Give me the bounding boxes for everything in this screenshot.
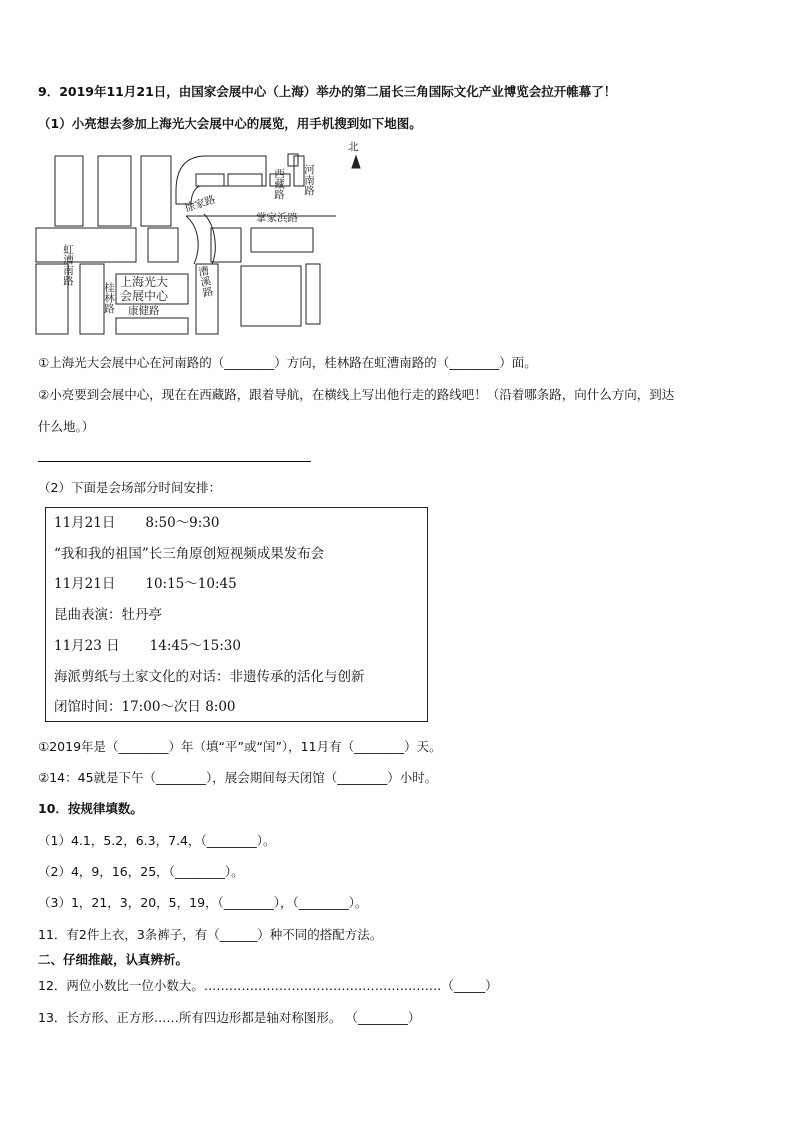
schedule-event: 昆曲表演：牡丹亭 <box>54 607 162 623</box>
section-2-heading: 二、仔细推敲，认真辨析。 <box>38 952 189 967</box>
question-12: 12．两位小数比一位小数大。…………………………………………………（_____） <box>38 978 498 993</box>
road-xujia: 徐家路 <box>183 193 217 215</box>
schedule-date: 11月23 日 <box>54 638 120 654</box>
schedule-event: 海派剪纸与土家文化的对话：非遗传承的活化与创新 <box>54 669 365 685</box>
road-guilin: 桂林路 <box>103 282 115 314</box>
map-block <box>80 264 104 334</box>
schedule-date: 11月21日 <box>54 515 116 531</box>
question-9-sub4: ②14：45就是下午（________），展会期间每天闭馆（________）小时。 <box>38 770 438 785</box>
schedule-row <box>54 637 241 655</box>
map-block <box>176 156 266 204</box>
road-hongcaonan: 虹漕南路 <box>62 244 74 286</box>
question-13: 13．长方形、正方形……所有四边形都是轴对称图形。 （________） <box>38 1010 421 1025</box>
schedule-row <box>54 575 237 593</box>
venue-label-line1: 上海光大 <box>120 275 169 289</box>
schedule-time: 14:45～15:30 <box>149 638 241 654</box>
question-10-item: （2）4，9，16，25，（________）。 <box>38 864 244 879</box>
map-block <box>55 156 83 226</box>
road-xizang: 西藏路 <box>273 168 285 200</box>
schedule-box <box>45 507 428 722</box>
map-block <box>98 156 131 226</box>
road-henan: 河南路 <box>303 164 315 196</box>
schedule-row <box>54 514 220 532</box>
answer-line[interactable] <box>38 461 311 462</box>
road-caoxi: 漕溪路 <box>196 264 215 299</box>
question-9-sub2-line1: ②小亮要到会展中心，现在在西藏路，跟着导航，在横线上写出他行走的路线吧！（沿着哪条路，向什么方向，到达 <box>38 387 675 402</box>
question-10-item: （3）1，21，3，20，5，19，（________），（________）。 <box>38 895 368 910</box>
map-block <box>306 264 320 324</box>
north-label: 北 <box>348 141 359 153</box>
question-9-sub2-line2: 什么地。） <box>38 419 95 434</box>
map-block <box>116 318 188 334</box>
question-9-sub3: ①2019年是（________）年（填“平”或“闰”），11月有（________）天。 <box>38 739 442 754</box>
road-kangjian: 康健路 <box>128 305 160 317</box>
venue-label-line2: 会展中心 <box>120 289 169 303</box>
map-block <box>196 174 224 186</box>
schedule-date: 11月21日 <box>54 576 116 592</box>
map-block <box>352 156 360 168</box>
map-block <box>148 228 178 262</box>
question-9-part1-intro: （1）小亮想去参加上海光大会展中心的展览，用手机搜到如下地图。 <box>38 116 422 131</box>
question-9-sub1: ①上海光大会展中心在河南路的（________）方向，桂林路在虹漕南路的（________）面。 <box>38 355 537 370</box>
schedule-time: 10:15～10:45 <box>145 576 237 592</box>
question-9-title: 9．2019年11月21日，由国家会展中心（上海）举办的第二届长三角国际文化产业博览会拉开帷幕了！ <box>38 84 617 99</box>
map-block <box>141 156 171 226</box>
map-block <box>251 228 313 252</box>
question-10-item: （1）4.1，5.2，6.3，7.4，（________）。 <box>38 833 276 848</box>
map-block <box>228 174 262 186</box>
map-block <box>36 228 136 262</box>
map-block <box>204 214 215 264</box>
street-map <box>36 141 359 340</box>
map-block <box>186 216 198 264</box>
map-block <box>241 266 301 326</box>
question-9-part2-intro: （2）下面是会场部分时间安排： <box>38 480 221 495</box>
schedule-time: 8:50～9:30 <box>145 515 220 531</box>
question-11: 11．有2件上衣，3条裤子，有（______）种不同的搭配方法。 <box>38 927 383 942</box>
schedule-closing: 闭馆时间：17:00～次日 8:00 <box>54 699 236 715</box>
schedule-event: “我和我的祖国”长三角原创短视频成果发布会 <box>54 546 325 562</box>
road-zhangjiabang: 掌家浜路 <box>256 212 298 224</box>
question-10-title: 10．按规律填数。 <box>38 801 143 816</box>
